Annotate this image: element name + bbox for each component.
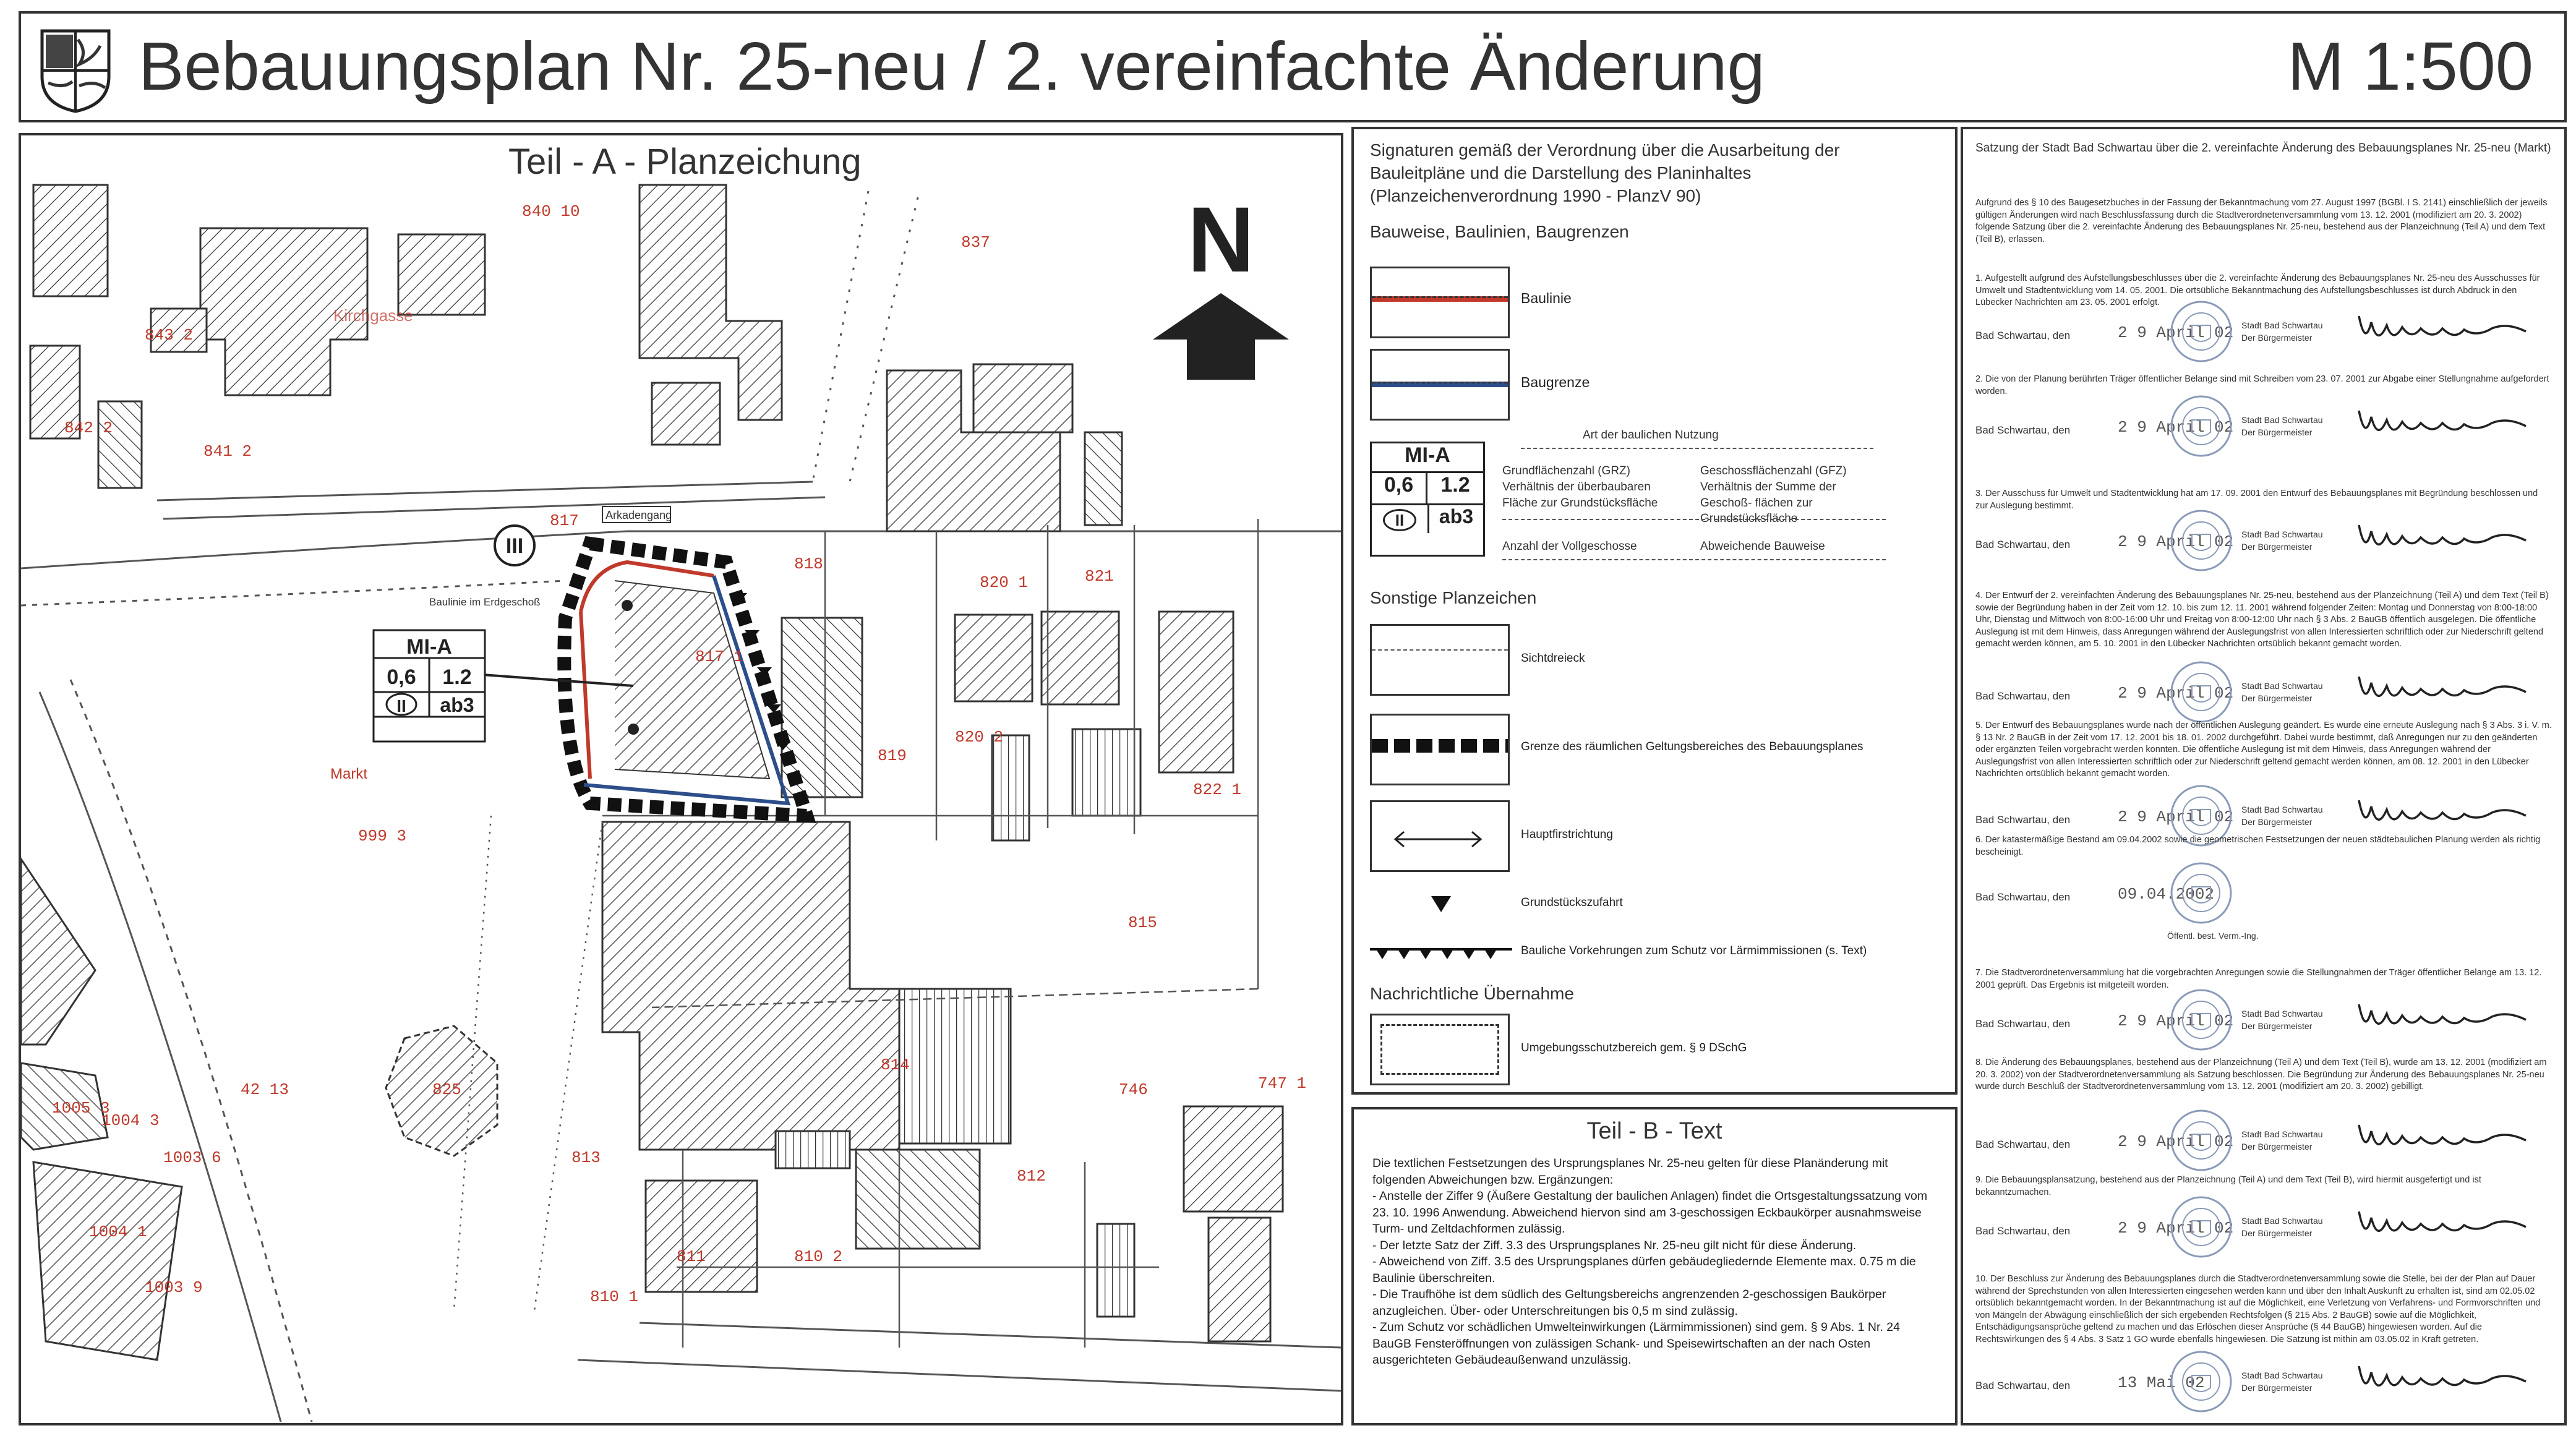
parcel-label: 810 1 xyxy=(590,1288,639,1306)
text-intro: Die textlichen Festsetzungen des Ursprungsplanes Nr. 25-neu gelten für diese Planänderung mit folgenden Abweichungen bzw. Ergänzungen: xyxy=(1372,1156,1888,1187)
legend-divider xyxy=(1502,519,1886,520)
site-plan-drawing xyxy=(21,135,1341,1423)
plan-panel xyxy=(19,133,1343,1425)
signature-date: 09.04.2002 xyxy=(2118,885,2215,904)
plan-title: Bebauungsplan Nr. 25-neu / 2. vereinfachte Änderung xyxy=(139,28,1765,105)
text-item: - Die Traufhöhe ist dem südlich des Geltungsbereichs angrenzenden 2-geschossigen Baukörper anzugleichen. Über- oder Unterschreitungen bis 0,5 m sind zulässig. xyxy=(1372,1288,1886,1318)
parcel-label: 819 xyxy=(878,746,907,765)
mayor-role: Der Bürgermeister xyxy=(2241,1021,2313,1031)
legend-baugrenze-label: Baugrenze xyxy=(1521,374,1590,390)
legend-grenze-label: Grenze des räumlichen Geltungsbereiches des Bebauungsplanes xyxy=(1521,740,1864,753)
mayor-role: Der Bürgermeister xyxy=(2241,1383,2313,1393)
mayor-role: Der Bürgermeister xyxy=(2241,333,2313,343)
mayor-label: Stadt Bad Schwartau xyxy=(2241,320,2323,330)
official-stamp-icon xyxy=(2167,1348,2235,1416)
parcel-label: 841 2 xyxy=(203,442,252,461)
signature-date: 2 9 April 02 xyxy=(2118,1012,2234,1030)
legend-section-bauweise: Bauweise, Baulinien, Baugrenzen xyxy=(1370,222,1629,241)
certificate-preamble: Aufgrund des § 10 des Baugesetzbuches in der Fassung der Bekanntmachung vom 27. August 1997 (BGBl. I S. 2141) einschließlich der jeweils gültigen Änderungen wird nach Beschlussfassung durch die Stadtverordnetenversammlung vom 13. 12. 2001 (modifiziert am 20. 3. 2002) folgende Satzung über die 2. vereinfachte Änderung des Bebauungsplanes Nr. 25-neu, bestehend aus der Planzeichnung (Teil A) und dem Text (Teil B), erlassen. xyxy=(1975,198,2548,244)
legend-zone-grz: 0,6 xyxy=(1372,473,1427,505)
procedure-step: 1. Aufgestellt aufgrund des Aufstellungsbeschlusses über die 2. vereinfachte Änderung des Bebauungsplanes Nr. 25-neu des Ausschusses für Umwelt und Stadtentwicklung vom 14. 05. 2001. Die ortsübliche Bekanntmachung des Aufstellungsbeschlusses ist durch Abdruck in den Lübecker Nachrichten am 23. 05. 2001 erfolgt. xyxy=(1975,273,2540,308)
text-item: - Der letzte Satz der Ziff. 3.3 des Ursprungsplanes Nr. 25-neu gilt nicht für diese Änderung. xyxy=(1372,1238,1857,1252)
legend-grz-desc: Verhältnis der überbaubaren Fläche zur Grundstücksfläche xyxy=(1502,481,1658,510)
signature-date: 2 9 April 02 xyxy=(2118,684,2234,703)
legend-divider xyxy=(1521,448,1873,449)
signature-date: 2 9 April 02 xyxy=(2118,808,2234,826)
zone-grz: 0,6 xyxy=(387,665,416,689)
mayor-label: Stadt Bad Schwartau xyxy=(2241,1370,2323,1380)
procedure-step: 3. Der Ausschuss für Umwelt und Stadtentwicklung hat am 17. 09. 2001 den Entwurf des Bebauungsplanes mit Begründung beschlossen und zur Auslegung bestimmt. xyxy=(1975,489,2538,511)
laermschutz-icon xyxy=(1370,946,1512,964)
parcel-label: 812 xyxy=(1017,1167,1046,1186)
parcel-label: 843 2 xyxy=(145,326,194,344)
signature-date: 2 9 April 02 xyxy=(2118,1219,2234,1237)
legend-grenze-swatch xyxy=(1370,714,1510,785)
text-panel xyxy=(1351,1107,1958,1425)
signature-scribble xyxy=(2353,304,2538,353)
mayor-label: Stadt Bad Schwartau xyxy=(2241,415,2323,425)
official-stamp-icon xyxy=(2167,297,2235,365)
signature-scribble xyxy=(2353,664,2538,714)
street-label-kirchgasse: Kirchgasse xyxy=(333,306,413,325)
legend-panel xyxy=(1351,127,1958,1095)
official-stamp-icon xyxy=(2167,859,2235,927)
signature-date: 2 9 April 02 xyxy=(2118,1132,2234,1151)
coat-of-arms-icon xyxy=(38,27,113,114)
plan-title: Teil - A - Planzeichung xyxy=(508,142,862,182)
parcel-label: 1003 6 xyxy=(163,1148,221,1167)
legend-intro: Signaturen gemäß der Verordnung über die Ausarbeitung der Bauleitpläne und die Darstellung des Planinhaltes (Planzeichenverordnung 1990 - PlanzV 90) xyxy=(1370,140,1840,205)
signature-place: Bad Schwartau, den xyxy=(1975,1139,2071,1150)
parcel-label: 822 1 xyxy=(1193,780,1242,799)
zone-floors: II xyxy=(396,696,406,716)
text-body xyxy=(1372,1155,1936,1369)
mayor-label: Stadt Bad Schwartau xyxy=(2241,1129,2323,1139)
legend-firstrichtung-swatch xyxy=(1370,800,1510,872)
parcel-label: 840 10 xyxy=(522,202,580,221)
text-item: - Zum Schutz vor schädlichen Umwelteinwirkungen (Lärmimmissionen) sind gem. § 9 Abs. 1 Nr. 24 BauGB Fensteröffnungen von zulässigen Schank- und Speisewirtschaften an der nach Osten ausgerichteten Gebäudeaußenwand unzulässig. xyxy=(1372,1320,1900,1367)
official-stamp-icon xyxy=(2167,506,2235,575)
mayor-label: Stadt Bad Schwartau xyxy=(2241,805,2323,814)
mayor-role: Der Bürgermeister xyxy=(2241,693,2313,703)
grundstueckszufahrt-icon xyxy=(1431,896,1451,912)
stamp-label: Öffentl. best. Verm.-Ing. xyxy=(2167,931,2259,941)
parcel-label: 837 xyxy=(961,233,990,252)
parcel-label: 1003 9 xyxy=(145,1278,203,1297)
signature-date: 2 9 April 02 xyxy=(2118,532,2234,551)
parcel-label: 42 13 xyxy=(241,1080,289,1099)
mayor-role: Der Bürgermeister xyxy=(2241,1228,2313,1238)
legend-zone-gfz: 1.2 xyxy=(1427,473,1483,505)
official-stamp-icon xyxy=(2167,1106,2235,1174)
procedure-step: 4. Der Entwurf der 2. vereinfachten Änderung des Bebauungsplanes Nr. 25-neu, bestehend aus der Planzeichnung (Teil A) und dem Text (Teil B) sowie der Begründung haben in der Zeit vom 12. 10. bis zum 12. 11. 2001 während folgender Zeiten: Montag und Donnerstag von 8:00-18:00 Uhr, Dienstag und Mittwoch von 8:00-16:00 Uhr und Freitag von 8:00-12:00 Uhr nach § 3 Abs. 2 BauGB öffentlich ausgelegen. Die öffentliche Auslegung ist mit dem Hinweis, dass Anregungen während der Auslegungsfrist von allen Interessierten schriftlich oder zur Niederschrift geltend gemacht werden können, am 5. 10. 2001 in den Lübecker Nachrichten ortsüblich bekannt gemacht worden. xyxy=(1975,591,2549,649)
legend-zone-type: MI-A xyxy=(1372,443,1483,473)
arkadengang-label: Arkadengang xyxy=(605,509,672,521)
parcel-label: 817 1 xyxy=(695,647,744,666)
signature-place: Bad Schwartau, den xyxy=(1975,1380,2071,1391)
official-stamp-icon xyxy=(2167,392,2235,460)
legend-zone-box xyxy=(1370,442,1485,557)
procedure-step: 9. Die Bebauungsplansatzung, bestehend aus der Planzeichnung (Teil A) und dem Text (Teil B), wird hiermit ausgefertigt und ist bekanntzumachen. xyxy=(1975,1175,2481,1197)
official-stamp-icon xyxy=(2167,658,2235,726)
signature-place: Bad Schwartau, den xyxy=(1975,690,2071,702)
mayor-role: Der Bürgermeister xyxy=(2241,817,2313,827)
signature-date: 2 9 April 02 xyxy=(2118,418,2234,437)
parcel-label: 814 xyxy=(881,1056,910,1074)
zone-gfz: 1.2 xyxy=(442,665,472,689)
procedure-step: 8. Die Änderung des Bebauungsplanes, bestehend aus der Planzeichnung (Teil A) und dem Text (Teil B), wurde am 13. 12. 2001 (modifiziert am 20. 3. 2002) von der Stadtverordnetenversammlung als Satzung beschlossen. Die Begründung zur Änderung des Bebauungsplanes Nr. 25-neu wurde durch Beschluß der Stadtverordnetenversammlung vom 13. 12. 2001 (modifiziert am 20. 3. 2002) gebilligt. xyxy=(1975,1058,2547,1092)
parcel-label: 813 xyxy=(571,1148,601,1167)
signature-scribble xyxy=(2353,1199,2538,1249)
procedure-step: 2. Die von der Planung berührten Träger öffentlicher Belange sind mit Schreiben vom 23. 07. 2001 zur Abgabe einer Stellungnahme aufgefordert worden. xyxy=(1975,374,2549,396)
certificate-title: Satzung der Stadt Bad Schwartau über die 2. vereinfachte Änderung des Bebauungsplanes Nr. 25-neu (Markt) xyxy=(1975,142,2551,155)
legend-sichtdreieck-label: Sichtdreieck xyxy=(1521,652,1585,665)
signature-date: 2 9 April 02 xyxy=(2118,323,2234,342)
procedure-step: 6. Der katastermäßige Bestand am 09.04.2002 sowie die geometrischen Festsetzungen der neuen städtebaulichen Planung werden als richtig bescheinigt. xyxy=(1975,835,2541,857)
signature-scribble xyxy=(2353,992,2538,1041)
legend-umgebung-label: Umgebungsschutzbereich gem. § 9 DSchG xyxy=(1521,1041,1747,1054)
signature-place: Bad Schwartau, den xyxy=(1975,814,2071,826)
parcel-label: 810 2 xyxy=(794,1247,843,1266)
mayor-label: Stadt Bad Schwartau xyxy=(2241,681,2323,691)
mayor-role: Der Bürgermeister xyxy=(2241,1142,2313,1152)
signature-place: Bad Schwartau, den xyxy=(1975,424,2071,436)
zone-box xyxy=(374,630,485,742)
zone-type: MI-A xyxy=(406,635,452,659)
parcel-label: 825 xyxy=(432,1080,461,1099)
signature-place: Bad Schwartau, den xyxy=(1975,891,2071,903)
legend-baulinie-label: Baulinie xyxy=(1521,290,1572,306)
parcel-label: 842 2 xyxy=(64,419,113,437)
legend-zufahrt-label: Grundstückszufahrt xyxy=(1521,896,1623,909)
official-stamp-icon xyxy=(2167,986,2235,1054)
zone-bauweise: ab3 xyxy=(440,694,474,716)
mayor-label: Stadt Bad Schwartau xyxy=(2241,1009,2323,1019)
legend-umgebung-swatch xyxy=(1370,1014,1510,1085)
parcel-label: 1004 3 xyxy=(101,1111,160,1130)
parcel-label: 815 xyxy=(1128,913,1157,932)
legend-zone-floors: II xyxy=(1383,509,1416,531)
parcel-label: 746 xyxy=(1119,1080,1148,1099)
signature-scribble xyxy=(2353,398,2538,448)
roman-marker: III xyxy=(505,534,524,558)
legend-section-sonstige: Sonstige Planzeichen xyxy=(1370,588,1537,607)
parcel-label: 817 xyxy=(550,511,579,530)
procedure-step: 5. Der Entwurf des Bebauungsplanes wurde nach der öffentlichen Auslegung geändert. Es wurde eine erneute Auslegung nach § 3 Abs. 3 i. V. m. § 13 Nr. 2 BauGB in der Zeit vom 17. 12. 2001 bis 18. 01. 2002 durchgeführt. Dabei wurde bestimmt, daß Anregungen nur zu den geänderten oder ergänzten Teilen vorgebracht werden konnten. Die öffentliche Auslegung ist mit dem Hinweis, dass Anregungen während der Auslegungsfrist von allen Interessierten schriftlich oder zur Niederschrift geltend gemacht werden können, am 08. 12. 2001 in den Lübecker Nachrichten ortsüblich bekannt gemacht worden. xyxy=(1975,720,2552,779)
legend-divider xyxy=(1502,559,1886,560)
parcel-label: 818 xyxy=(794,555,823,573)
legend-sichtdreieck-swatch xyxy=(1370,624,1510,696)
parcel-label: 999 3 xyxy=(358,827,407,845)
parcel-label: 747 1 xyxy=(1258,1074,1307,1093)
header-bar xyxy=(19,11,2567,122)
signature-scribble xyxy=(2353,1354,2538,1403)
parcel-label: 811 xyxy=(677,1247,706,1266)
mayor-role: Der Bürgermeister xyxy=(2241,542,2313,552)
legend-gfz-label: Geschossflächenzahl (GFZ) xyxy=(1700,464,1847,477)
legend-baulinie-swatch xyxy=(1370,267,1510,338)
text-item: - Abweichend von Ziff. 3.5 des Ursprungsplanes dürfen gebäudegliedernde Elemente max. 0.75 m die Baulinie überschreiten. xyxy=(1372,1255,1916,1285)
legend-gfz-desc: Verhältnis der Summe der Geschoß- flächen zur Grundstücksfläche xyxy=(1700,481,1836,526)
text-item: - Anstelle der Ziffer 9 (Äußere Gestaltung der baulichen Anlagen) findet die Ortsgestaltungssatzung vom 23. 10. 1996 Anwendung. Abweichend hiervon sind am 3-geschossigen Eckbaukörper ausnahmsweise Turm- und Zeltdachformen zulässig. xyxy=(1372,1189,1928,1236)
legend-nutzung-heading: Art der baulichen Nutzung xyxy=(1583,429,1719,442)
signature-scribble xyxy=(2353,788,2538,837)
signature-scribble xyxy=(2353,513,2538,562)
legend-vollgeschosse: Anzahl der Vollgeschosse xyxy=(1502,540,1637,553)
mayor-label: Stadt Bad Schwartau xyxy=(2241,529,2323,539)
parcel-label: 820 1 xyxy=(980,573,1029,592)
north-arrow-label: N xyxy=(1187,187,1255,291)
plan-scale: M 1:500 xyxy=(2287,28,2533,105)
parcel-label: 821 xyxy=(1085,567,1114,586)
signature-place: Bad Schwartau, den xyxy=(1975,1225,2071,1237)
legend-section-nachrichtlich: Nachrichtliche Übernahme xyxy=(1370,984,1574,1003)
mayor-role: Der Bürgermeister xyxy=(2241,427,2313,437)
procedure-step: 7. Die Stadtverordnetenversammlung hat die vorgebrachten Anregungen sowie die Stellungnahmen der Träger öffentlicher Belange am 13. 12. 2001 geprüft. Das Ergebnis ist mitgeteilt worden. xyxy=(1975,968,2542,990)
text-title: Teil - B - Text xyxy=(1586,1118,1722,1144)
legend-bauweise: Abweichende Bauweise xyxy=(1700,540,1825,553)
signature-place: Bad Schwartau, den xyxy=(1975,539,2071,550)
legend-firstrichtung-label: Hauptfirstrichtung xyxy=(1521,828,1613,841)
signature-place: Bad Schwartau, den xyxy=(1975,330,2071,341)
signature-place: Bad Schwartau, den xyxy=(1975,1018,2071,1030)
signature-date: 13 Mai 02 xyxy=(2118,1374,2205,1392)
parcel-label: 1005 3 xyxy=(52,1099,110,1118)
baulinie-label: Baulinie im Erdgeschoß xyxy=(429,596,541,608)
signature-scribble xyxy=(2353,1113,2538,1162)
mayor-label: Stadt Bad Schwartau xyxy=(2241,1216,2323,1226)
parcel-label: 1004 1 xyxy=(89,1223,147,1241)
markt-label: Markt xyxy=(330,766,367,782)
certificate-panel xyxy=(1961,127,2567,1425)
legend-grz-label: Grundflächenzahl (GRZ) xyxy=(1502,464,1630,477)
north-arrow-icon xyxy=(1153,293,1289,380)
procedure-step: 10. Der Beschluss zur Änderung des Bebauungsplanes durch die Stadtverordnetenversammlung sowie die Stelle, bei der der Plan auf Dauer während der Sprechstunden von allen Interessierten eingesehen werden kann und über den Inhalt Auskunft zu erhalten ist, sind am 02.05.02 ortsüblich bekanntgemacht worden. In der Bekanntmachung ist auf die Möglichkeit, eine Verletzung von Verfahrens- und Formvorschriften und von Mängeln der Abwägung einschließlich der sich ergebenden Rechtsfolgen (§ 215 Abs. 2 BauGB) sowie auf die Möglichkeit, Entschädigungsansprüche geltend zu machen und das Erlöschen dieser Ansprüche (§ 44 BauGB) hingewiesen worden. Auf die Rechtswirkungen des § 4 Abs. 3 Satz 1 GO wurde ebenfalls hingewiesen. Die Satzung ist mithin am 03.05.02 in Kraft getreten. xyxy=(1975,1274,2541,1344)
parcel-label: 820 2 xyxy=(955,728,1004,746)
legend-zone-bauweise: ab3 xyxy=(1427,505,1483,533)
legend-baugrenze-swatch xyxy=(1370,349,1510,421)
official-stamp-icon xyxy=(2167,1193,2235,1261)
legend-laerm-label: Bauliche Vorkehrungen zum Schutz vor Lärmimmissionen (s. Text) xyxy=(1521,944,1867,957)
